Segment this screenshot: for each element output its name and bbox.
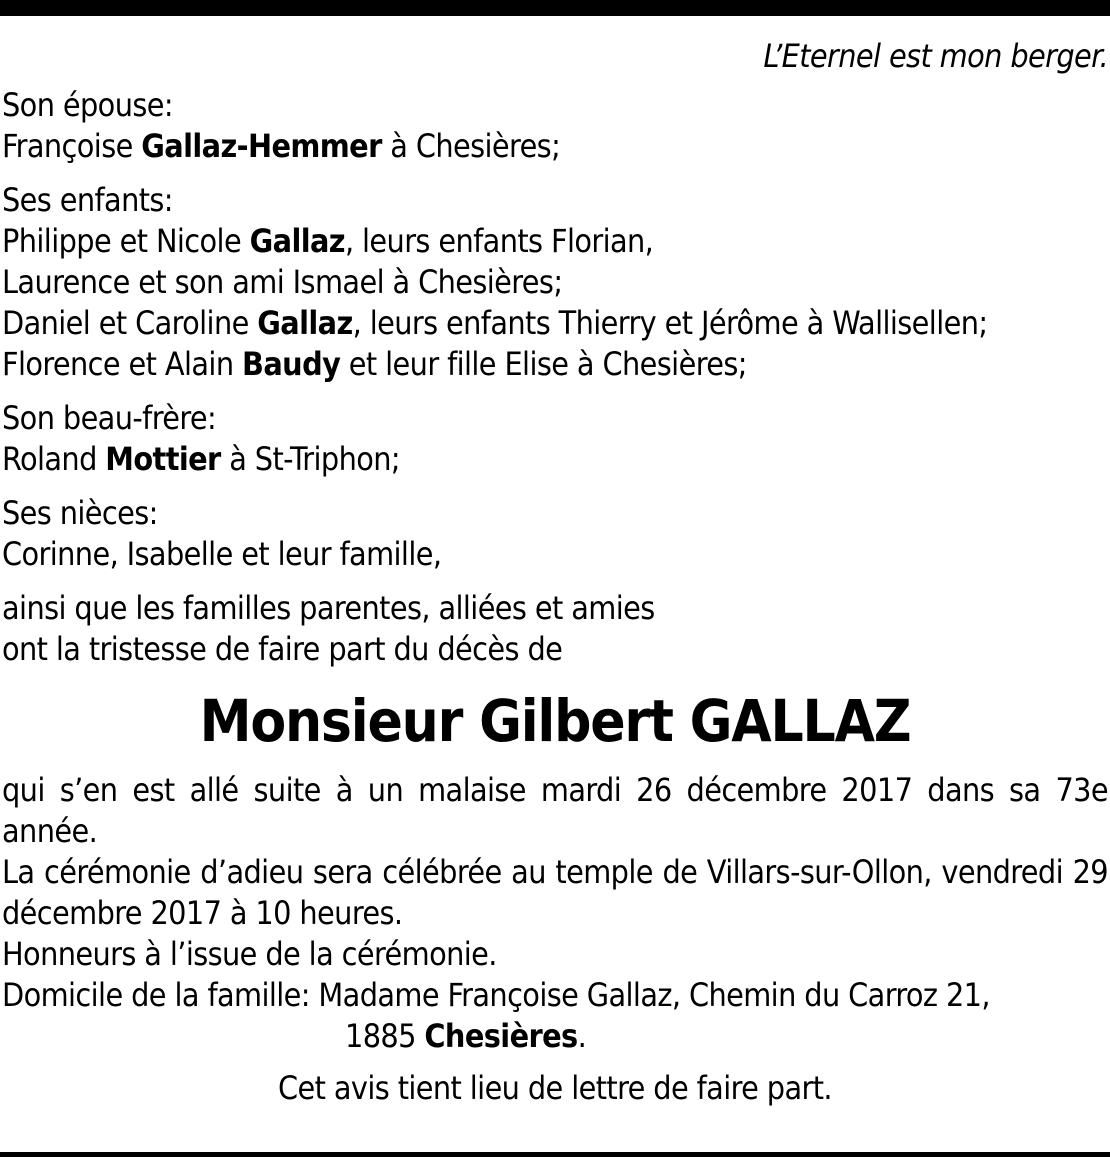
child-line-1: [2, 221, 1108, 262]
honours-text: Honneurs à l’issue de la cérémonie.: [2, 935, 497, 973]
obituary-notice: [2, 36, 1108, 1109]
domicile-end: .: [577, 1017, 587, 1055]
closing-note: Cet avis tient lieu de lettre de faire part.: [278, 1069, 832, 1107]
top-rule: [0, 0, 1110, 16]
child-line-4-rest: et leur fille Elise à Chesières;: [340, 345, 747, 383]
domicile-postcode: 1885: [345, 1017, 425, 1055]
children-heading: Ses enfants:: [2, 181, 173, 219]
families-line-1: ainsi que les familles parentes, alliées et amies: [2, 589, 655, 627]
brother-in-law-rest: à St-Triphon;: [220, 440, 401, 478]
spouse-surname: Gallaz-Hemmer: [141, 127, 382, 165]
brother-in-law-first-name: Roland: [2, 440, 106, 478]
motto: L’Eternel est mon berger.: [763, 37, 1108, 75]
details-section: [2, 770, 1108, 1057]
bottom-rule: [0, 1152, 1110, 1157]
nieces-line: Corinne, Isabelle et leur famille,: [2, 535, 442, 573]
domicile-town: Chesières: [424, 1017, 578, 1055]
child-line-3-text: Daniel et Caroline: [2, 304, 258, 342]
passing-text: qui s’en est allé suite à un malaise mardi 26 décembre 2017 dans sa 73e année.: [2, 771, 1108, 850]
child-line-1-rest: , leurs enfants Florian,: [344, 222, 654, 260]
spouse-heading: Son épouse:: [2, 86, 173, 124]
child-line-1-surname: Gallaz: [249, 222, 345, 260]
child-line-3-surname: Gallaz: [257, 304, 353, 342]
domicile-line-1: Domicile de la famille: Madame Françoise Gallaz, Chemin du Carroz 21,: [2, 976, 990, 1014]
brother-in-law-surname: Mottier: [105, 440, 221, 478]
spouse-first-name: Françoise: [2, 127, 133, 165]
brother-in-law-heading: Son beau-frère:: [2, 399, 217, 437]
child-line-1-text: Philippe et Nicole: [2, 222, 250, 260]
ceremony-text: La cérémonie d’adieu sera célébrée au temple de Villars-sur-Ollon, vendredi 29 décembre 2017 à 10 heures.: [2, 853, 1108, 932]
child-line-3-rest: , leurs enfants Thierry et Jérôme à Wallisellen;: [352, 304, 988, 342]
spouse-section: [2, 85, 1108, 167]
deceased-name: Monsieur Gilbert GALLAZ: [199, 687, 911, 755]
child-line-2: Laurence et son ami Ismael à Chesières;: [2, 263, 563, 301]
nieces-heading: Ses nièces:: [2, 494, 158, 532]
child-line-4-surname: Baudy: [242, 345, 341, 383]
domicile-line-2: [2, 1016, 1108, 1057]
nieces-section: [2, 493, 1108, 575]
child-line-4: [2, 344, 1108, 385]
families-section: [2, 588, 1108, 670]
spouse-line: [2, 126, 1108, 167]
child-line-4-text: Florence et Alain: [2, 345, 243, 383]
spouse-rest: à Chesières;: [381, 127, 561, 165]
families-line-2: ont la tristesse de faire part du décès de: [2, 630, 563, 668]
child-line-3: [2, 303, 1108, 344]
children-section: [2, 180, 1108, 385]
brother-in-law-line: [2, 439, 1108, 480]
brother-in-law-section: [2, 398, 1108, 480]
